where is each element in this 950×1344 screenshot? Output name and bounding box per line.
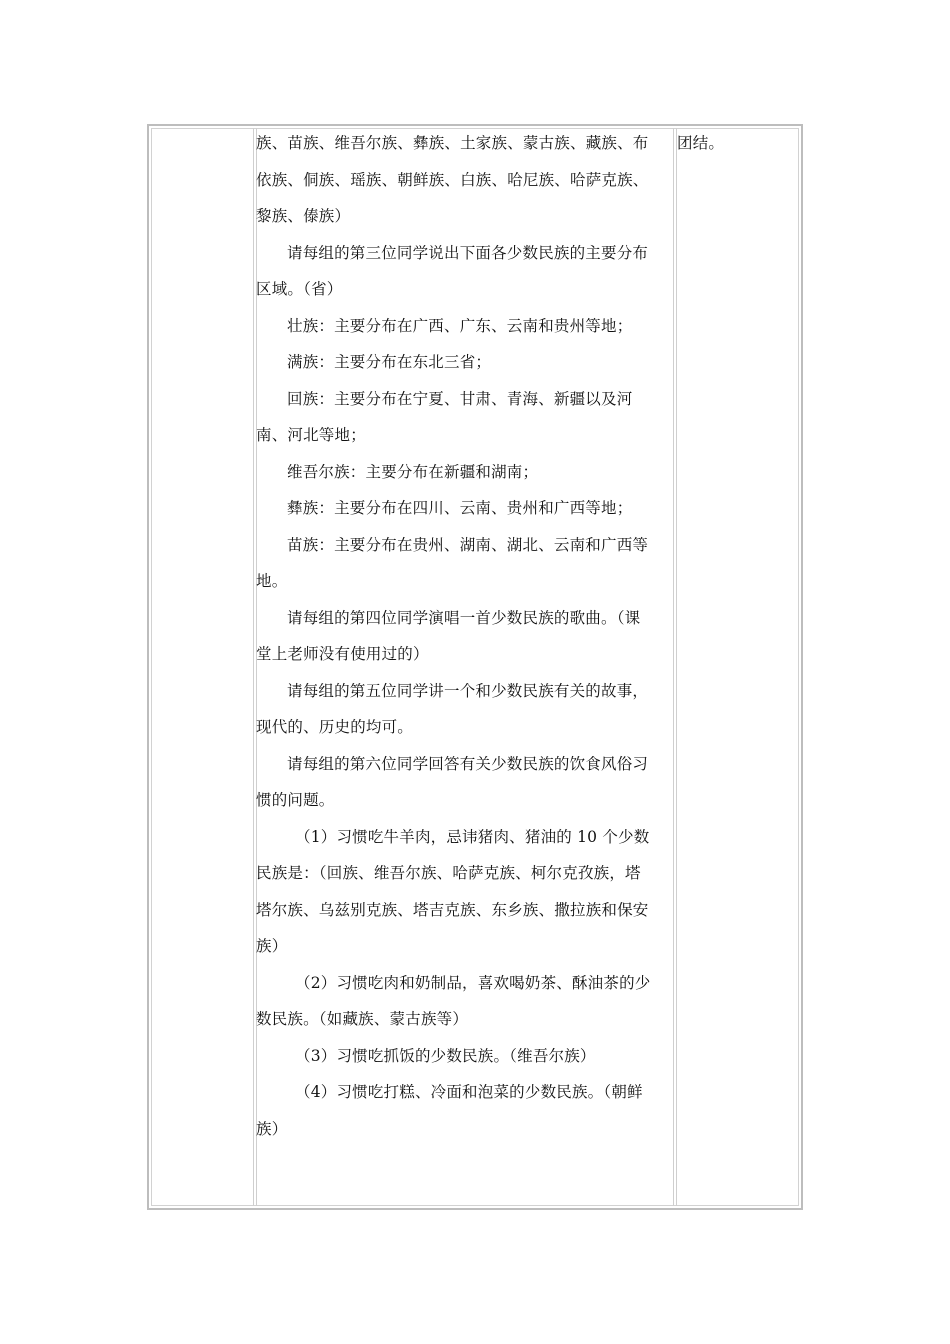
text-line: 族） bbox=[256, 1119, 288, 1138]
column-divider-left bbox=[253, 128, 254, 1206]
text-line: 现代的、历史的均可。 bbox=[256, 718, 414, 736]
text-line: 苗族：主要分布在贵州、湖南、湖北、云南和广西等 bbox=[287, 535, 649, 554]
text-line: 惯的问题。 bbox=[256, 791, 335, 809]
text-line: 依族、侗族、瑶族、朝鲜族、白族、哈尼族、哈萨克族、 bbox=[256, 170, 649, 189]
main-content-cell bbox=[256, 125, 676, 1147]
text-line: 南、河北等地； bbox=[256, 426, 366, 444]
text-line: 塔尔族、乌兹别克族、塔吉克族、东乡族、撒拉族和保安 bbox=[256, 900, 649, 919]
text-line: 请每组的第五位同学讲一个和少数民族有关的故事， bbox=[287, 681, 649, 700]
side-notes-cell bbox=[677, 125, 797, 162]
text-line: 数民族。（如藏族、蒙古族等） bbox=[256, 1010, 469, 1028]
text-line: （2）习惯吃肉和奶制品，喜欢喝奶茶、酥油茶的少 bbox=[295, 973, 651, 992]
text-line: 彝族：主要分布在四川、云南、贵州和广西等地； bbox=[287, 499, 633, 517]
text-line: （3）习惯吃抓饭的少数民族。（维吾尔族） bbox=[295, 1046, 596, 1065]
text-line: 族、苗族、维吾尔族、彝族、土家族、蒙古族、藏族、布 bbox=[256, 134, 649, 152]
side-text-line: 团结。 bbox=[677, 134, 725, 152]
text-line: （4）习惯吃打糕、冷面和泡菜的少数民族。（朝鲜 bbox=[295, 1083, 643, 1101]
column-divider-right-inner bbox=[676, 128, 677, 1206]
text-line: 请每组的第四位同学演唱一首少数民族的歌曲。（课 bbox=[287, 608, 641, 627]
text-line: 满族：主要分布在东北三省； bbox=[287, 353, 492, 371]
text-line: 区域。（省） bbox=[256, 280, 343, 298]
text-line: 黎族、傣族） bbox=[256, 207, 351, 225]
text-line: （1）习惯吃牛羊肉，忌讳猪肉、猪油的 10 个少数 bbox=[295, 827, 650, 846]
text-line: 请每组的第六位同学回答有关少数民族的饮食风俗习 bbox=[287, 754, 649, 773]
text-line: 堂上老师没有使用过的） bbox=[256, 645, 429, 663]
text-line: 维吾尔族：主要分布在新疆和湖南； bbox=[287, 462, 539, 481]
text-line: 请每组的第三位同学说出下面各少数民族的主要分布 bbox=[287, 243, 649, 262]
text-line: 族） bbox=[256, 937, 288, 955]
text-line: 民族是：（回族、维吾尔族、哈萨克族、柯尔克孜族，塔 bbox=[256, 864, 641, 882]
text-line: 回族：主要分布在宁夏、甘肃、青海、新疆以及河 bbox=[287, 389, 633, 408]
text-line: 壮族：主要分布在广西、广东、云南和贵州等地； bbox=[287, 316, 633, 335]
text-line: 地。 bbox=[256, 572, 288, 590]
